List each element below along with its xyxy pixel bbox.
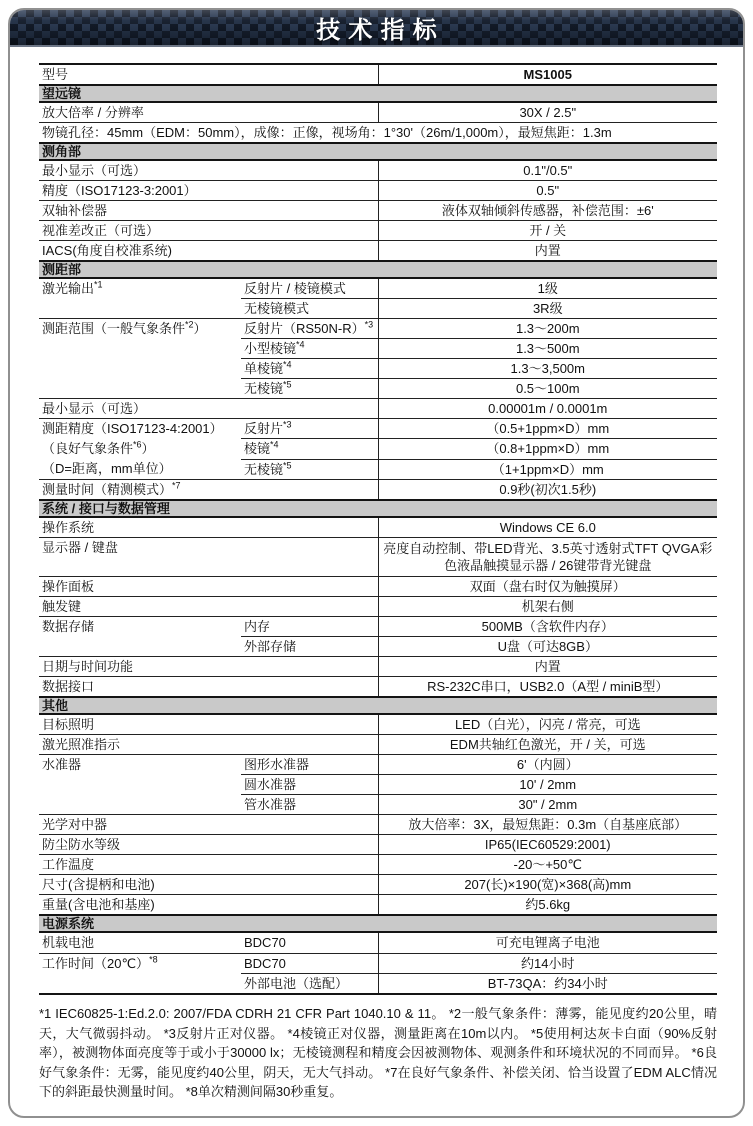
spec-value: 0.5～100m [378, 379, 717, 399]
table-row [39, 954, 717, 974]
spec-label: 双轴补偿器 [39, 201, 378, 221]
table-row [39, 677, 717, 698]
spec-value: 内置 [378, 241, 717, 262]
spec-label: 触发键 [39, 597, 378, 617]
table-row [39, 419, 717, 439]
table-row [39, 735, 717, 755]
table-row [39, 241, 717, 262]
spec-label [39, 617, 241, 657]
table-row [39, 480, 717, 501]
spec-label [39, 319, 241, 399]
footnotes: *1 IEC60825-1:Ed.2.0: 2007/FDA CDRH 21 CFR Part 1040.10 & 11。 *2一般气象条件：薄雾，能见度约20公里，晴天，大气微弱抖动。 *3反射片正对仪器。 *4棱镜正对仪器，测量距离在10m以内。 *5使用柯达灰卡白面（90%反射率），被测物体面亮度等于或小于30000 lx；无棱镜测程和精度会因被测物体、观测条件和环境状况的不同而异。 *6良好气象条件：无雾，能见度约40公里，阴天，无大气抖动。 *7在良好气象条件、补偿关闭、恰当设置了EDM ALC情况下的斜距最快测量时间。 *8单次精测间隔30秒重复。 [39, 1006, 717, 1099]
spec-value: （0.8+1ppm×D）mm [378, 439, 717, 459]
spec-value: 0.9秒(初次1.5秒) [378, 480, 717, 501]
spec-label [39, 932, 241, 954]
spec-label-line: 测距范围（一般气象条件$^{*2}$） [42, 319, 207, 336]
section-row [39, 143, 717, 160]
spec-label: 尺寸(含提柄和电池) [39, 875, 378, 895]
spec-sublabel: 反射片$^{*3}$ [241, 419, 378, 439]
spec-value: 亮度自动控制、带LED背光、3.5英寸透射式TFT QVGA彩色液晶触摸显示器 / 26键带背光键盘 [378, 538, 717, 577]
spec-value: 放大倍率：3X，最短焦距：0.3m（自基座底部） [378, 815, 717, 835]
spec-sublabel: 图形水准器 [241, 755, 378, 775]
spec-value: EDM共轴红色激光，开 / 关，可选 [378, 735, 717, 755]
spec-sublabel: 棱镜$^{*4}$ [241, 439, 378, 459]
spec-value: MS1005 [378, 64, 717, 85]
spec-sublabel: 管水准器 [241, 795, 378, 815]
spec-value: 207(长)×190(宽)×368(高)mm [378, 875, 717, 895]
spec-label-line: （良好气象条件$^{*6}$） [42, 439, 155, 456]
spec-label: 精度（ISO17123-3:2001） [39, 181, 378, 201]
table-row [39, 201, 717, 221]
section-title: 电源系统 [39, 915, 717, 932]
section-row [39, 697, 717, 714]
spec-label: 日期与时间功能 [39, 657, 378, 677]
table-row [39, 855, 717, 875]
spec-value: （0.5+1ppm×D）mm [378, 419, 717, 439]
spec-label: 操作系统 [39, 517, 378, 538]
spec-label: 最小显示（可选） [39, 160, 378, 181]
table-row [39, 221, 717, 241]
spec-label-line: 激光输出$^{*1}$ [42, 279, 103, 296]
spec-sublabel: 反射片 / 棱镜模式 [241, 278, 378, 299]
spec-label [39, 755, 241, 815]
table-row [39, 895, 717, 916]
table-row [39, 160, 717, 181]
table-row [39, 617, 717, 637]
table-row [39, 517, 717, 538]
spec-value: 1级 [378, 278, 717, 299]
spec-label-line: 机载电池 [42, 935, 95, 950]
spec-value: 机架右侧 [378, 597, 717, 617]
spec-value: 可充电锂离子电池 [378, 932, 717, 954]
section-title: 系统 / 接口与数据管理 [39, 500, 717, 517]
spec-label: 防尘防水等级 [39, 835, 378, 855]
spec-value: 0.5" [378, 181, 717, 201]
spec-value: 1.3～500m [378, 339, 717, 359]
table-row [39, 755, 717, 775]
table-row [39, 319, 717, 339]
spec-value: 1.3～3,500m [378, 359, 717, 379]
spec-value: （1+1ppm×D）mm [378, 459, 717, 479]
table-row [39, 714, 717, 735]
spec-value: 双面（盘右时仅为触摸屏） [378, 577, 717, 597]
table-row [39, 181, 717, 201]
page-title: 技术指标 [316, 17, 445, 44]
table-row [39, 875, 717, 895]
section-row [39, 85, 717, 102]
spec-label [39, 954, 241, 995]
table-row [39, 538, 717, 577]
spec-label-line: 水准器 [42, 757, 82, 772]
table-row [39, 399, 717, 419]
table-row [39, 815, 717, 835]
table-row [39, 64, 717, 85]
spec-label: 光学对中器 [39, 815, 378, 835]
spec-label [39, 419, 241, 480]
content-area [10, 47, 743, 1102]
spec-sublabel: 无棱镜$^{*5}$ [241, 379, 378, 399]
spec-value: U盘（可达8GB） [378, 637, 717, 657]
spec-value: 30" / 2mm [378, 795, 717, 815]
table-row [39, 657, 717, 677]
section-title: 望远镜 [39, 85, 717, 102]
spec-value: 500MB（含软件内存） [378, 617, 717, 637]
section-title: 测距部 [39, 261, 717, 278]
spec-value: 液体双轴倾斜传感器，补偿范围：±6' [378, 201, 717, 221]
spec-label: 最小显示（可选） [39, 399, 378, 419]
spec-sublabel: 无棱镜$^{*5}$ [241, 459, 378, 479]
table-row [39, 597, 717, 617]
spec-value: 30X / 2.5" [378, 102, 717, 123]
banner [10, 10, 743, 47]
spec-value: 10' / 2mm [378, 775, 717, 795]
spec-sublabel: BDC70 [241, 954, 378, 974]
spec-label-line: （D=距离，mm单位） [42, 461, 172, 476]
spec-value: Windows CE 6.0 [378, 517, 717, 538]
spec-label: 目标照明 [39, 714, 378, 735]
spec-sublabel: 外部存储 [241, 637, 378, 657]
spec-label: 放大倍率 / 分辨率 [39, 102, 378, 123]
spec-value: BT-73QA：约34小时 [378, 974, 717, 995]
spec-label: 型号 [39, 64, 378, 85]
spec-value: -20～+50℃ [378, 855, 717, 875]
spec-value: 6'（内圆） [378, 755, 717, 775]
spec-value: 内置 [378, 657, 717, 677]
spec-label: 测量时间（精测模式）$^{*7}$ [39, 480, 378, 501]
spec-label-line: 数据存储 [42, 619, 95, 634]
spec-sheet-page [8, 8, 745, 1118]
spec-value: 约5.6kg [378, 895, 717, 916]
spec-label-line: 工作时间（20℃）$^{*8}$ [42, 954, 158, 971]
table-row [39, 932, 717, 954]
spec-sublabel: 外部电池（选配） [241, 974, 378, 995]
spec-value: RS-232C串口，USB2.0（A型 / miniB型） [378, 677, 717, 698]
spec-sublabel: 内存 [241, 617, 378, 637]
spec-label: 重量(含电池和基座) [39, 895, 378, 916]
section-row [39, 915, 717, 932]
table-row [39, 835, 717, 855]
spec-value: 开 / 关 [378, 221, 717, 241]
spec-label: IACS(角度自校准系统) [39, 241, 378, 262]
spec-label: 操作面板 [39, 577, 378, 597]
spec-label: 视准差改正（可选） [39, 221, 378, 241]
spec-sublabel: 单棱镜$^{*4}$ [241, 359, 378, 379]
spec-label: 显示器 / 键盘 [39, 538, 378, 577]
spec-value: 约14小时 [378, 954, 717, 974]
table-row [39, 278, 717, 299]
section-title: 其他 [39, 697, 717, 714]
spec-fullwidth-text: 物镜孔径：45mm（EDM：50mm），成像：正像，视场角：1°30'（26m/1,000m），最短焦距：1.3m [39, 123, 717, 144]
spec-value: IP65(IEC60529:2001) [378, 835, 717, 855]
table-row [39, 577, 717, 597]
spec-value: LED（白光），闪亮 / 常亮，可选 [378, 714, 717, 735]
spec-value: 3R级 [378, 299, 717, 319]
spec-label-line: 测距精度（ISO17123-4:2001） [42, 421, 223, 436]
spec-label: 激光照准指示 [39, 735, 378, 755]
spec-sublabel: 圆水准器 [241, 775, 378, 795]
spec-value: 1.3～200m [378, 319, 717, 339]
spec-label: 工作温度 [39, 855, 378, 875]
spec-table [39, 63, 717, 995]
spec-sublabel: 小型棱镜$^{*4}$ [241, 339, 378, 359]
section-row [39, 261, 717, 278]
spec-sublabel: 反射片$(RS50N-R)^{*3}$ [241, 319, 378, 339]
table-row [39, 123, 717, 144]
spec-value: 0.00001m / 0.0001m [378, 399, 717, 419]
spec-label [39, 278, 241, 319]
section-title: 测角部 [39, 143, 717, 160]
spec-label: 数据接口 [39, 677, 378, 698]
section-row [39, 500, 717, 517]
spec-sublabel: 无棱镜模式 [241, 299, 378, 319]
spec-sublabel: BDC70 [241, 932, 378, 954]
table-row [39, 102, 717, 123]
spec-value: 0.1"/0.5" [378, 160, 717, 181]
